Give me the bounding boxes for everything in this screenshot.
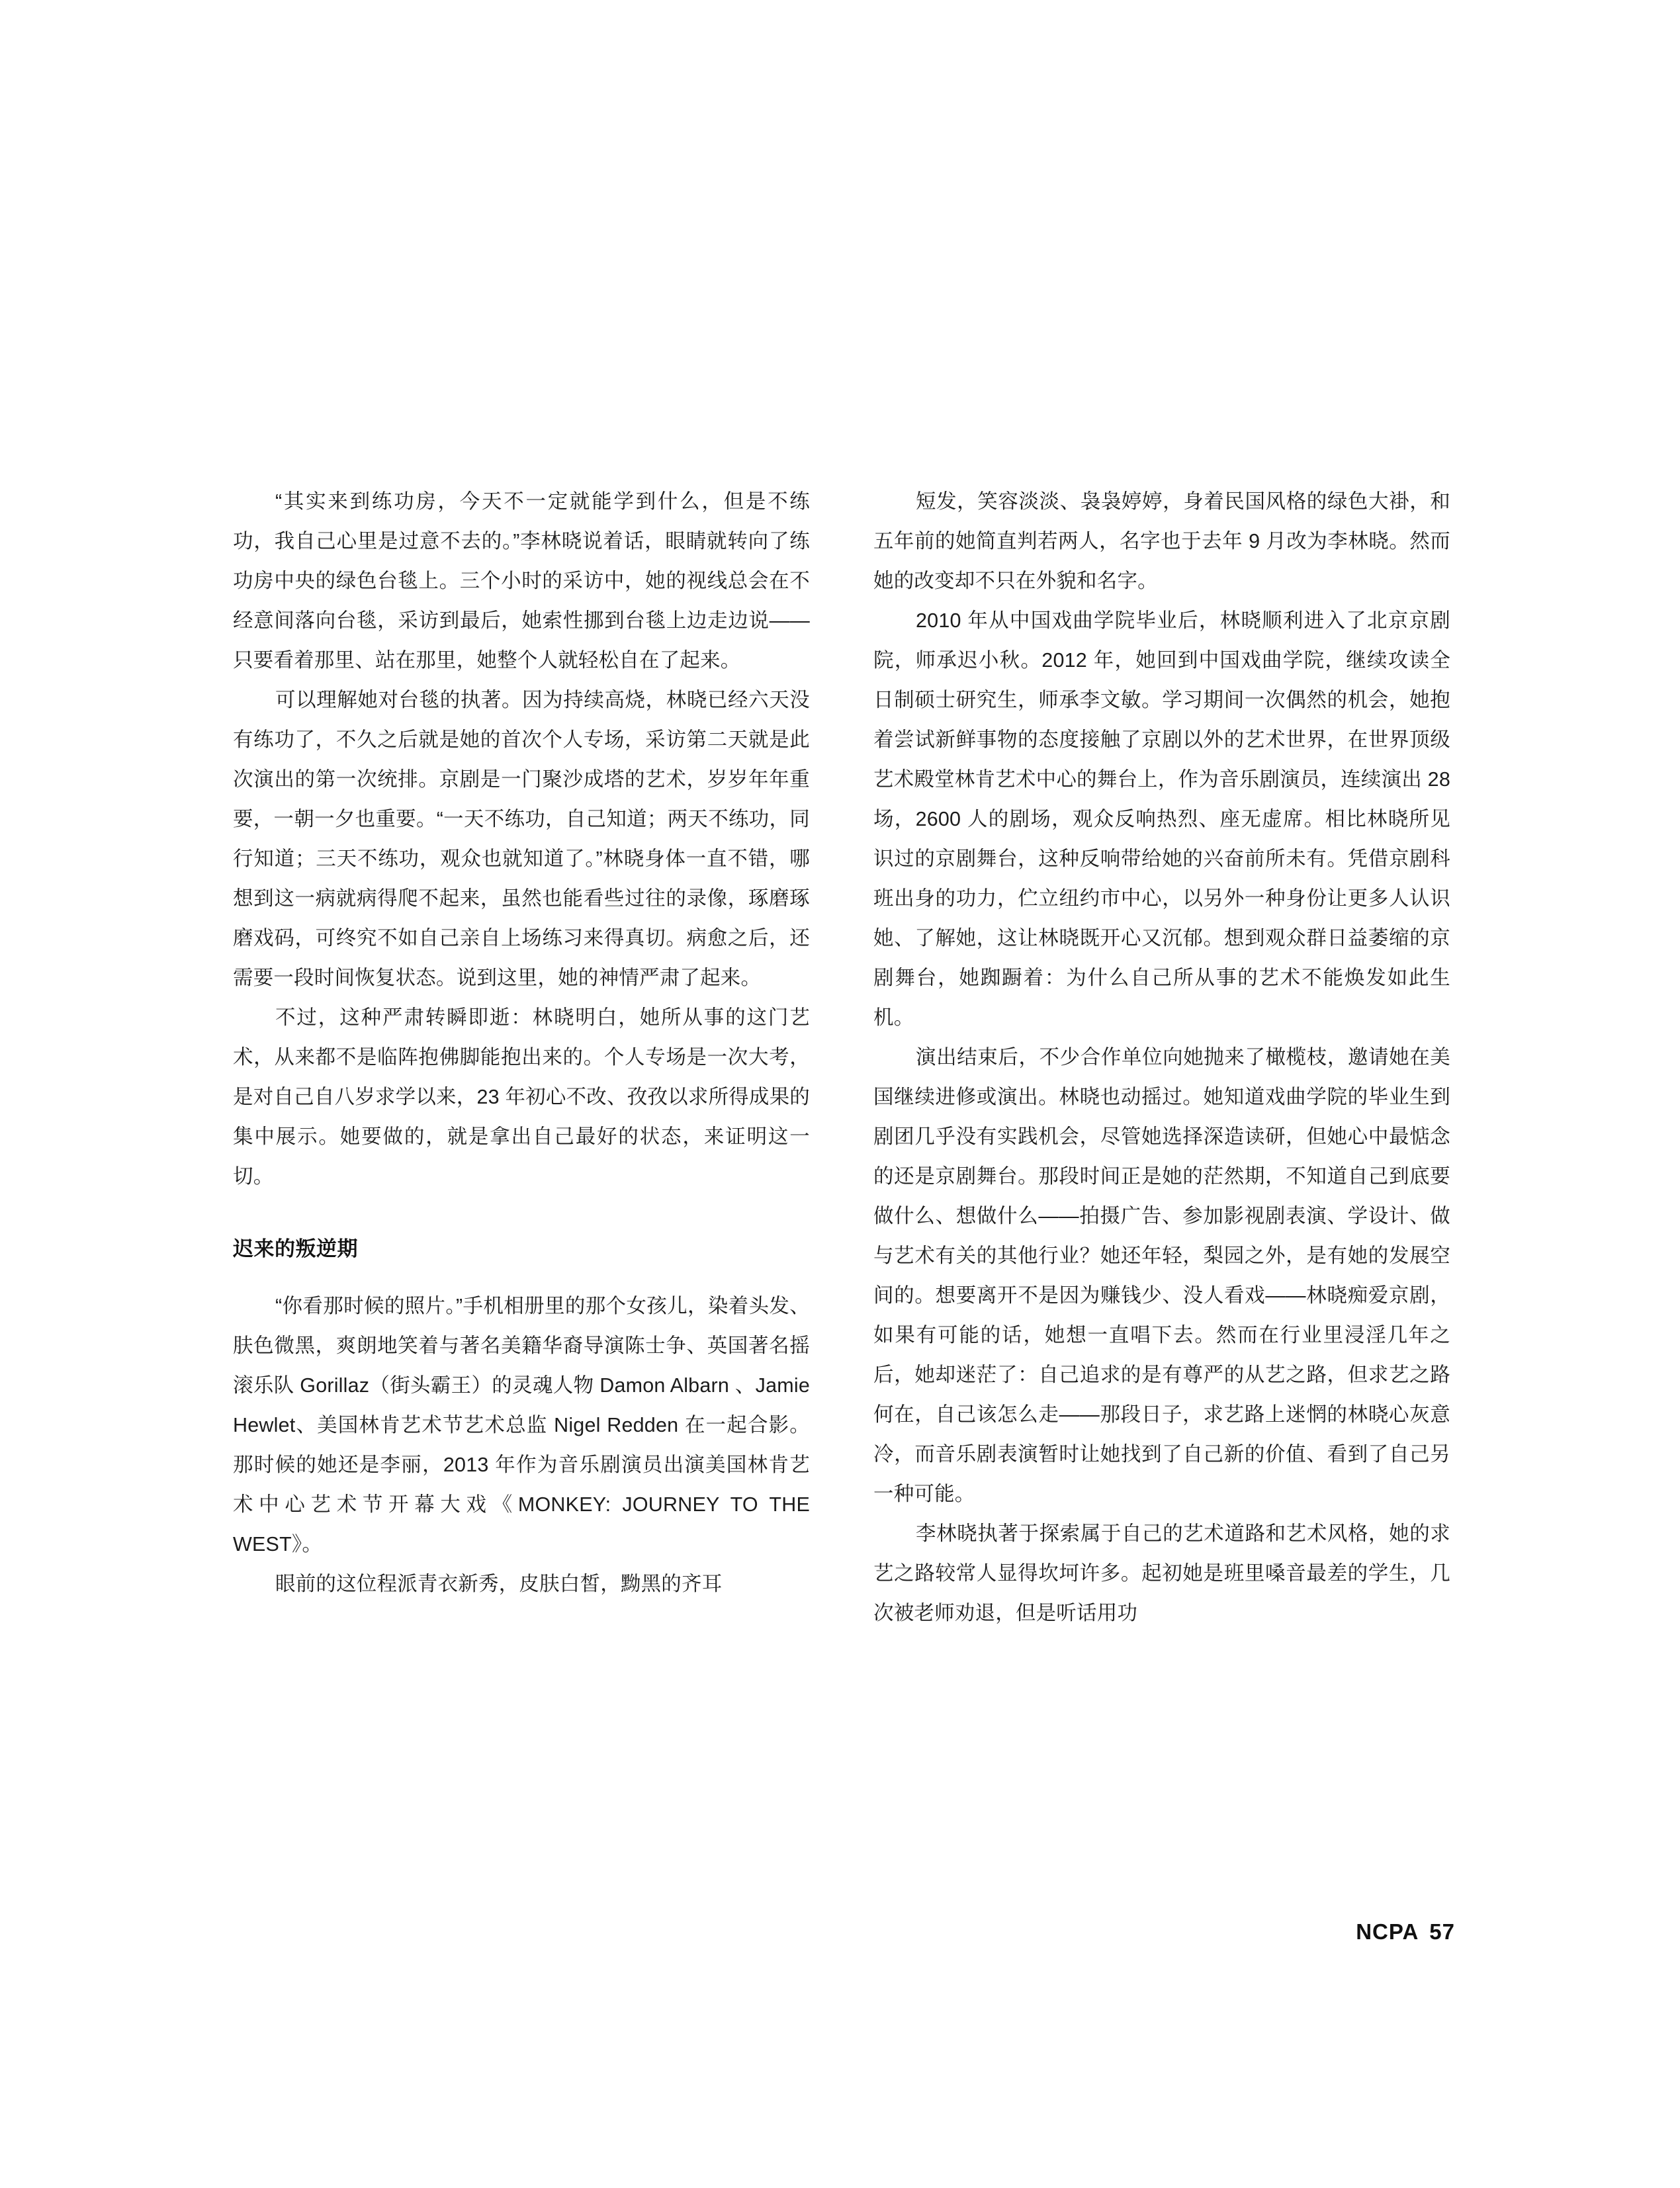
page-footer xyxy=(1356,1919,1455,1945)
publication-label: NCPA xyxy=(1356,1919,1419,1944)
paragraph: 短发，笑容淡淡、袅袅婷婷，身着民国风格的绿色大褂，和五年前的她简直判若两人，名字也于去年 9 月改为李林晓。然而她的改变却不只在外貌和名字。 xyxy=(873,490,1450,592)
paragraph: 演出结束后，不少合作单位向她抛来了橄榄枝，邀请她在美国继续进修或演出。林晓也动摇过。她知道戏曲学院的毕业生到剧团几乎没有实践机会，尽管她选择深造读研，但她心中最惦念的还是京剧舞台。那段时间正是她的茫然期，不知道自己到底要做什么、想做什么——拍摄广告、参加影视剧表演、学设计、做与艺术有关的其他行业？她还年轻，梨园之外，是有她的发展空间的。想要离开不是因为赚钱少、没人看戏——林晓痴爱京剧，如果有可能的话，她想一直唱下去。然而在行业里浸淫几年之后，她却迷茫了：自己追求的是有尊严的从艺之路，但求艺之路何在，自己该怎么走——那段日子，求艺路上迷惘的林晓心灰意冷，而音乐剧表演暂时让她找到了自己新的价值、看到了自己另一种可能。 xyxy=(873,1046,1450,1505)
paragraph: 不过，这种严肃转瞬即逝：林晓明白，她所从事的这门艺术，从来都不是临阵抱佛脚能抱出来的。个人专场是一次大考，是对自己自八岁求学以来，23 年初心不改、孜孜以求所得成果的集中展示。她要做的，就是拿出自己最好的状态，来证明这一切。 xyxy=(233,1006,810,1188)
article-body xyxy=(233,482,1450,1633)
left-column xyxy=(233,482,810,1633)
paragraph: “其实来到练功房，今天不一定就能学到什么，但是不练功，我自己心里是过意不去的。”李林晓说着话，眼睛就转向了练功房中央的绿色台毯上。三个小时的采访中，她的视线总会在不经意间落向台毯，采访到最后，她索性挪到台毯上边走边说——只要看着那里、站在那里，她整个人就轻松自在了起来。 xyxy=(233,490,810,672)
paragraph: 2010 年从中国戏曲学院毕业后，林晓顺利进入了北京京剧院，师承迟小秋。2012 年，她回到中国戏曲学院，继续攻读全日制硕士研究生，师承李文敏。学习期间一次偶然的机会，她抱着尝试新鲜事物的态度接触了京剧以外的艺术世界，在世界顶级艺术殿堂林肯艺术中心的舞台上，作为音乐剧演员，连续演出 28 场，2600 人的剧场，观众反响热烈、座无虚席。相比林晓所见识过的京剧舞台，这种反响带给她的兴奋前所未有。凭借京剧科班出身的功力，伫立纽约市中心，以另外一种身份让更多人认识她、了解她，这让林晓既开心又沉郁。想到观众群日益萎缩的京剧舞台，她踟蹰着：为什么自己所从事的艺术不能焕发如此生机。 xyxy=(873,609,1450,1029)
page-number: 57 xyxy=(1429,1919,1455,1944)
paragraph: “你看那时候的照片。”手机相册里的那个女孩儿，染着头发、肤色微黑，爽朗地笑着与著名美籍华裔导演陈士争、英国著名摇滚乐队 Gorillaz（街头霸王）的灵魂人物 Damon Albarn 、Jamie Hewlet、美国林肯艺术节艺术总监 Nigel Redden 在一起合影。那时候的她还是李丽，2013 年作为音乐剧演员出演美国林肯艺术中心艺术节开幕大戏《MONKEY: JOURNEY TO THE WEST》。 xyxy=(233,1295,810,1555)
right-column xyxy=(873,482,1450,1633)
paragraph: 可以理解她对台毯的执著。因为持续高烧，林晓已经六天没有练功了，不久之后就是她的首次个人专场，采访第二天就是此次演出的第一次统排。京剧是一门聚沙成塔的艺术，岁岁年年重要，一朝一夕也重要。“一天不练功，自己知道；两天不练功，同行知道；三天不练功，观众也就知道了。”林晓身体一直不错，哪想到这一病就病得爬不起来，虽然也能看些过往的录像，琢磨琢磨戏码，可终究不如自己亲自上场练习来得真切。病愈之后，还需要一段时间恢复状态。说到这里，她的神情严肃了起来。 xyxy=(233,689,810,989)
paragraph: 李林晓执著于探索属于自己的艺术道路和艺术风格，她的求艺之路较常人显得坎坷许多。起初她是班里嗓音最差的学生，几次被老师劝退，但是听话用功 xyxy=(873,1522,1450,1624)
paragraph: 眼前的这位程派青衣新秀，皮肤白皙，黝黑的齐耳 xyxy=(275,1573,723,1595)
section-subheading: 迟来的叛逆期 xyxy=(233,1237,358,1260)
